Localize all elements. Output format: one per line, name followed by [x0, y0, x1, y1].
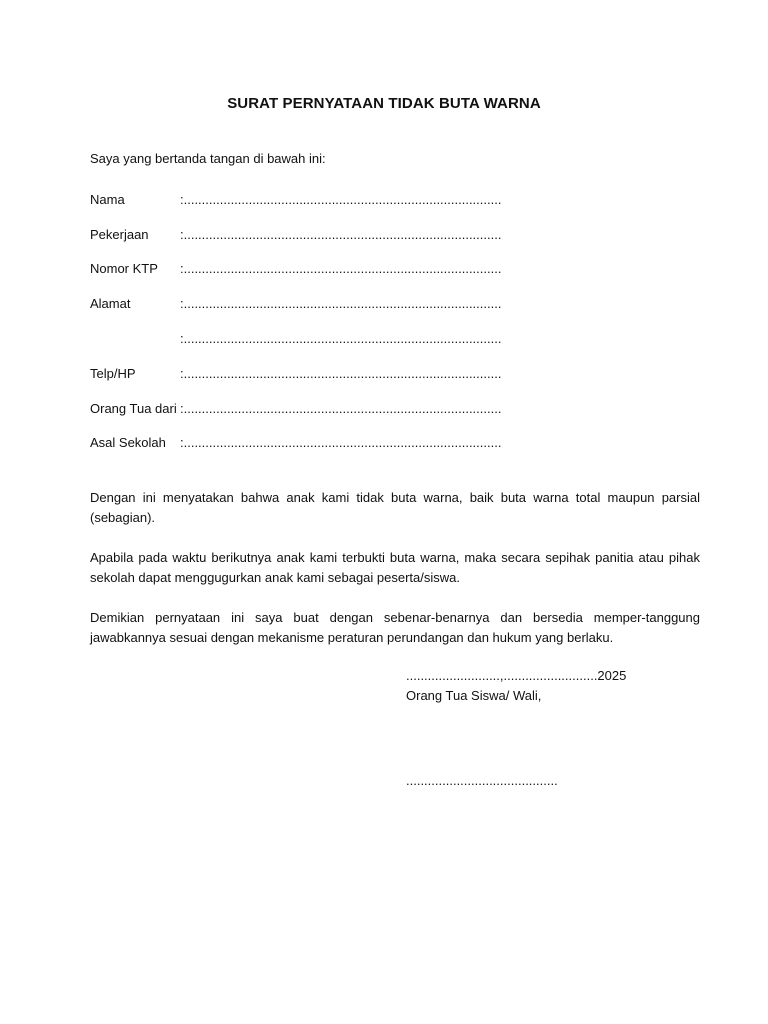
- field-row-telp-hp: [90, 366, 510, 384]
- field-label: Orang Tua dari: [90, 401, 177, 416]
- field-row-pekerjaan: [90, 227, 510, 245]
- field-blank: :........................................................................................: [180, 366, 502, 381]
- signature-name-line: ..........................................: [406, 773, 558, 788]
- signature-role: Orang Tua Siswa/ Wali,: [406, 688, 542, 703]
- field-row-nomor-ktp: [90, 261, 510, 279]
- field-row-asal-sekolah: [90, 435, 510, 453]
- field-blank: :........................................................................................: [180, 192, 502, 207]
- intro-text: Saya yang bertanda tangan di bawah ini:: [90, 151, 326, 166]
- field-row-alamat: [90, 296, 510, 314]
- field-blank: :........................................................................................: [180, 261, 502, 276]
- field-row-orang-tua-dari: [90, 401, 510, 419]
- consequence-paragraph: Apabila pada waktu berikutnya anak kami terbukti buta warna, maka secara sepihak panitia atau pihak sekolah dapat menggugurkan anak kami sebagai peserta/siswa.: [90, 550, 700, 585]
- signature-place-date: ..........................,..........................2025: [406, 668, 627, 683]
- field-blank: :........................................................................................: [180, 227, 502, 242]
- field-label: Nama: [90, 192, 125, 207]
- statement-paragraph: Dengan ini menyatakan bahwa anak kami tidak buta warna, baik buta warna total maupun parsial (sebagian).: [90, 490, 700, 525]
- field-blank: :........................................................................................: [180, 331, 502, 346]
- field-label: Telp/HP: [90, 366, 136, 381]
- field-blank: :........................................................................................: [180, 435, 502, 450]
- field-label: Nomor KTP: [90, 261, 158, 276]
- field-label: Alamat: [90, 296, 131, 311]
- field-row-alamat-continued: [90, 331, 510, 349]
- closing-paragraph: Demikian pernyataan ini saya buat dengan sebenar-benarnya dan bersedia memper-tanggung jawabkannya sesuai dengan mekanisme peraturan perundangan dan hukum yang berlaku.: [90, 610, 700, 645]
- field-row-nama: [90, 192, 510, 210]
- document-title: SURAT PERNYATAAN TIDAK BUTA WARNA: [227, 95, 541, 112]
- field-blank: :........................................................................................: [180, 296, 502, 311]
- field-blank: :........................................................................................: [180, 401, 502, 416]
- field-label: Pekerjaan: [90, 227, 149, 242]
- field-label: Asal Sekolah: [90, 435, 166, 450]
